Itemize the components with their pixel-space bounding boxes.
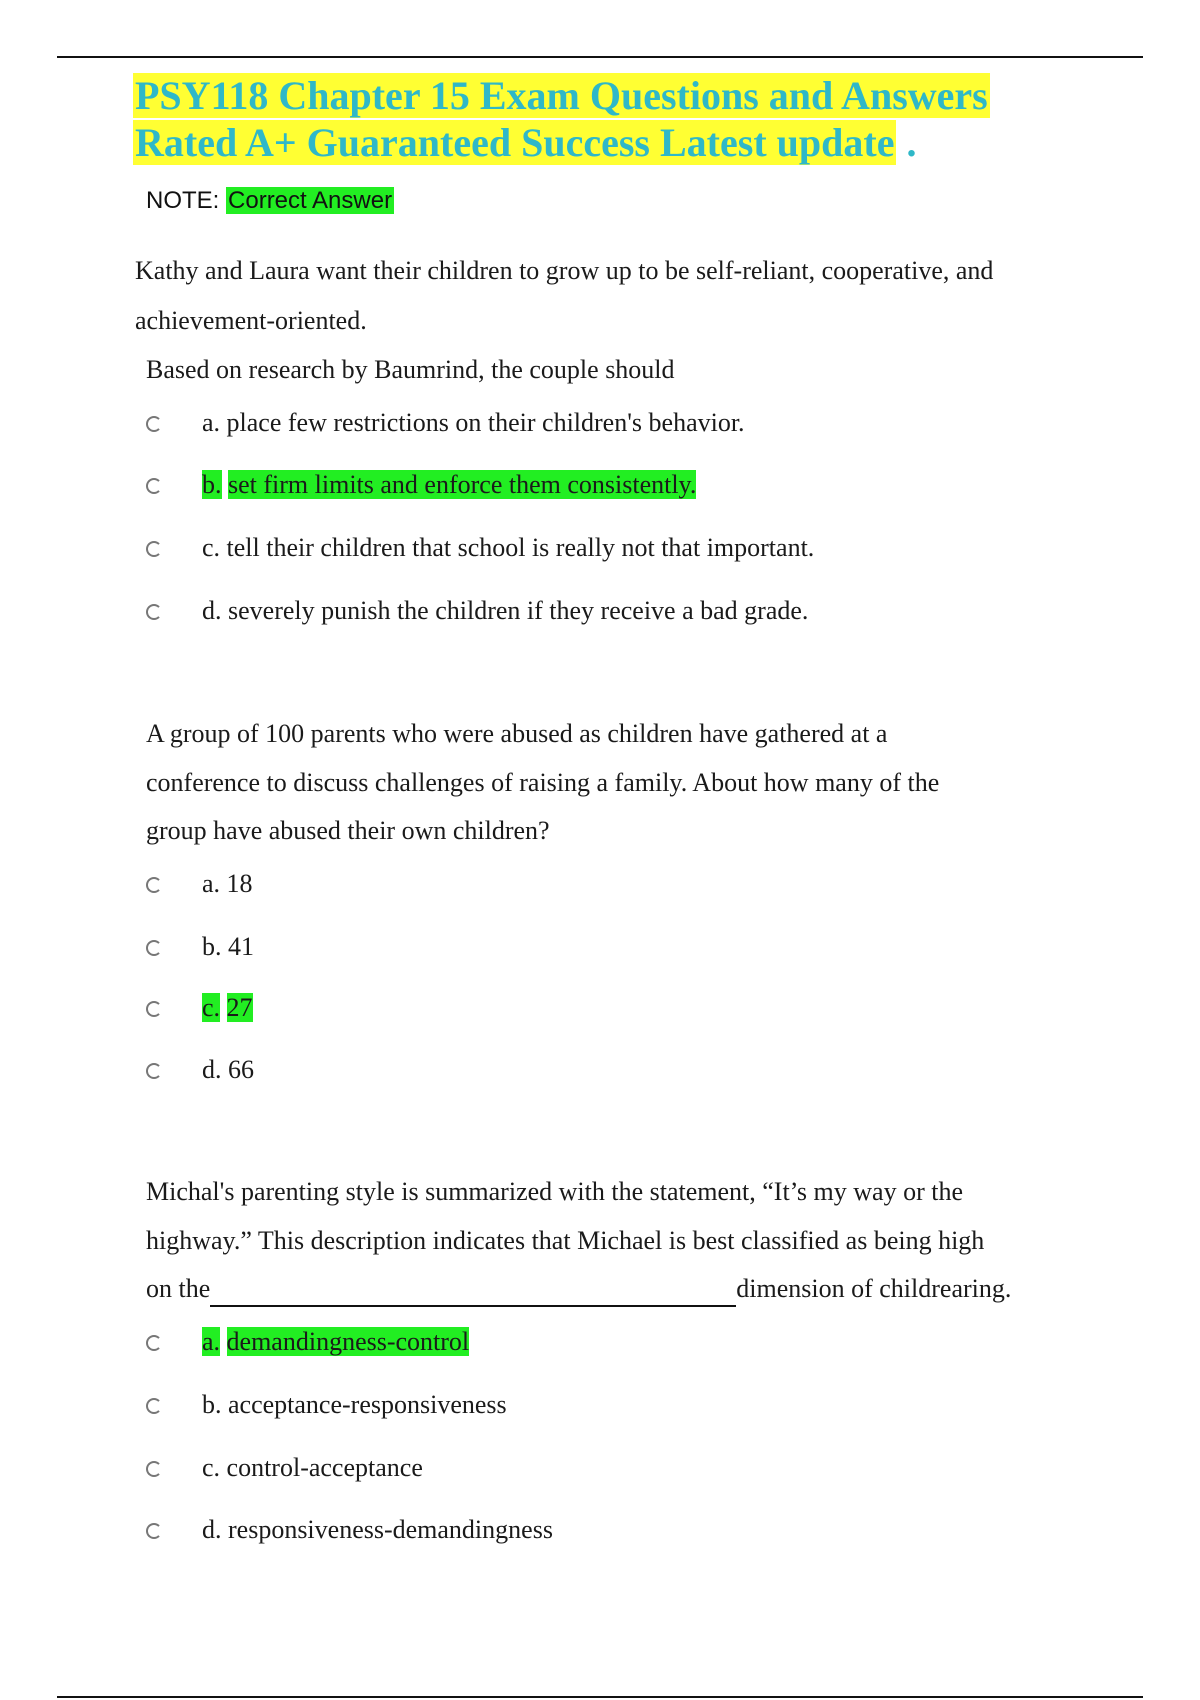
option-text: place few restrictions on their children's behavior. (226, 408, 745, 437)
option-letter: a. (202, 869, 221, 898)
question-1-line-2: achievement-oriented. (135, 306, 367, 335)
option-letter: c. (202, 533, 221, 562)
option-text: 18 (226, 869, 253, 898)
radio-icon[interactable] (146, 877, 162, 893)
option-text: demandingness-control (226, 1327, 470, 1356)
note-correct-answer: Correct Answer (228, 187, 393, 214)
title-line-2: Rated A+ Guaranteed Success Latest update (135, 120, 895, 165)
option-text: 41 (228, 932, 254, 961)
option-text: responsiveness-demandingness (228, 1515, 553, 1544)
question-1-option-a[interactable] (146, 405, 745, 441)
question-2-option-b[interactable] (146, 929, 254, 965)
option-text: 27 (226, 993, 253, 1022)
option-letter: d. (202, 1055, 222, 1084)
question-2-line-1: A group of 100 parents who were abused as children have gathered at a (146, 719, 888, 748)
option-text: control-acceptance (226, 1453, 423, 1482)
option-letter: d. (202, 596, 222, 625)
radio-icon[interactable] (146, 541, 162, 557)
question-3-line-3 (146, 1264, 1011, 1313)
radio-icon[interactable] (146, 1461, 162, 1477)
option-text: severely punish the children if they receive a bad grade. (228, 596, 809, 625)
radio-icon[interactable] (146, 1523, 162, 1539)
option-letter: b. (202, 470, 222, 499)
question-3-line-3-post: dimension of childrearing. (736, 1274, 1012, 1303)
option-text: tell their children that school is really not that important. (226, 533, 815, 562)
option-letter: b. (202, 1390, 222, 1419)
question-3-option-c[interactable] (146, 1450, 423, 1486)
question-2-option-d[interactable] (146, 1052, 254, 1088)
radio-icon[interactable] (146, 1063, 162, 1079)
question-3-option-d[interactable] (146, 1512, 553, 1548)
question-1-option-c[interactable] (146, 530, 814, 566)
question-1-option-b[interactable] (146, 467, 696, 503)
radio-icon[interactable] (146, 1335, 162, 1351)
question-2-option-c[interactable] (146, 990, 253, 1026)
fill-in-blank (210, 1275, 736, 1307)
note-line (146, 184, 394, 218)
question-3-option-b[interactable] (146, 1387, 507, 1423)
radio-icon[interactable] (146, 604, 162, 620)
option-letter: c. (202, 993, 221, 1022)
question-3-line-1: Michal's parenting style is summarized with the statement, “It’s my way or the (146, 1177, 963, 1206)
radio-icon[interactable] (146, 478, 162, 494)
question-2-option-a[interactable] (146, 866, 253, 902)
option-text: 66 (228, 1055, 254, 1084)
question-1-line-1: Kathy and Laura want their children to grow up to be self-reliant, cooperative, and (135, 256, 994, 285)
question-3-option-a[interactable] (146, 1324, 469, 1360)
option-letter: a. (202, 1327, 221, 1356)
document-title (133, 72, 1033, 166)
question-1-line-3: Based on research by Baumrind, the couple should (146, 355, 675, 384)
note-label: NOTE: (146, 187, 220, 214)
option-letter: a. (202, 408, 221, 437)
radio-icon[interactable] (146, 1398, 162, 1414)
option-letter: d. (202, 1515, 222, 1544)
question-1-option-d[interactable] (146, 593, 808, 629)
title-tail: . (906, 120, 917, 165)
title-line-1: PSY118 Chapter 15 Exam Questions and Answers (135, 73, 988, 118)
option-letter: c. (202, 1453, 221, 1482)
radio-icon[interactable] (146, 1001, 162, 1017)
question-2-line-2: conference to discuss challenges of raising a family. About how many of the (146, 768, 940, 797)
question-3-line-2: highway.” This description indicates that Michael is best classified as being high (146, 1226, 985, 1255)
option-text: set firm limits and enforce them consistently. (228, 470, 697, 499)
question-3-line-3-pre: on the (146, 1274, 211, 1303)
top-rule (57, 56, 1143, 58)
question-2-line-3: group have abused their own children? (146, 816, 550, 845)
option-text: acceptance-responsiveness (228, 1390, 507, 1419)
bottom-rule (57, 1696, 1143, 1698)
radio-icon[interactable] (146, 416, 162, 432)
radio-icon[interactable] (146, 940, 162, 956)
option-letter: b. (202, 932, 222, 961)
